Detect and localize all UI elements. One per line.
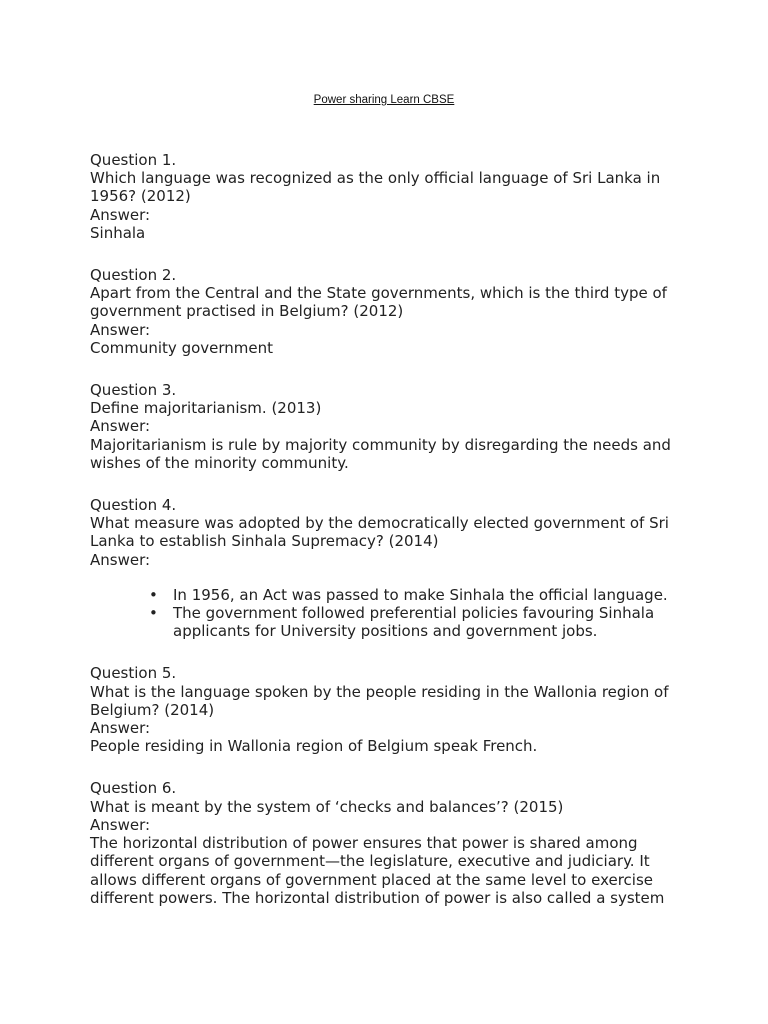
question-block-3 [90,381,690,472]
answer-text: People residing in Wallonia region of Belgium speak French. [90,737,538,756]
bullet-text: The government followed preferential policies favouring Sinhala applicants for University positions and government jobs. [173,604,655,641]
bullet-icon: • [149,604,158,623]
answer-text: Community government [90,338,274,357]
question-text: Which language was recognized as the only official language of Sri Lanka in 1956? (2012) [90,169,661,206]
answer-bullet-list [90,586,690,641]
answer-text: The horizontal distribution of power ensures that power is shared among different organs of government—the legislature, executive and judiciary. It allows different organs of government placed at the same level to exercise different powers. The horizontal distribution of power is also called a system [90,834,665,907]
list-item [149,585,690,604]
answer-label: Answer: [90,417,151,436]
answer-label: Answer: [90,205,151,224]
answer-label: Answer: [90,320,151,339]
list-item [149,604,690,641]
question-label: Question 2. [90,266,177,285]
qa-content [90,151,690,931]
question-text: What is meant by the system of ‘checks and balances’? (2015) [90,797,564,816]
answer-label: Answer: [90,719,151,738]
question-label: Question 4. [90,496,177,515]
question-block-1 [90,151,690,242]
question-label: Question 6. [90,779,177,798]
question-label: Question 5. [90,664,177,683]
question-text: What measure was adopted by the democratically elected government of Sri Lanka to establish Sinhala Supremacy? (2014) [90,514,669,551]
bullet-icon: • [149,585,158,604]
bullet-text: In 1956, an Act was passed to make Sinhala the official language. [173,585,668,604]
question-text: What is the language spoken by the people residing in the Wallonia region of Belgium? (2014) [90,682,669,719]
question-block-2 [90,266,690,357]
question-block-4 [90,496,690,640]
question-block-5 [90,664,690,755]
answer-label: Answer: [90,550,151,569]
question-text: Apart from the Central and the State governments, which is the third type of government practised in Belgium? (2012) [90,284,667,321]
question-text: Define majoritarianism. (2013) [90,399,322,418]
answer-text: Majoritarianism is rule by majority community by disregarding the needs and wishes of the minority community. [90,435,671,472]
question-label: Question 1. [90,151,177,169]
question-block-6 [90,779,690,906]
answer-label: Answer: [90,815,151,834]
answer-text: Sinhala [90,223,146,242]
question-label: Question 3. [90,381,177,400]
document-title: Power sharing Learn CBSE [313,94,455,106]
